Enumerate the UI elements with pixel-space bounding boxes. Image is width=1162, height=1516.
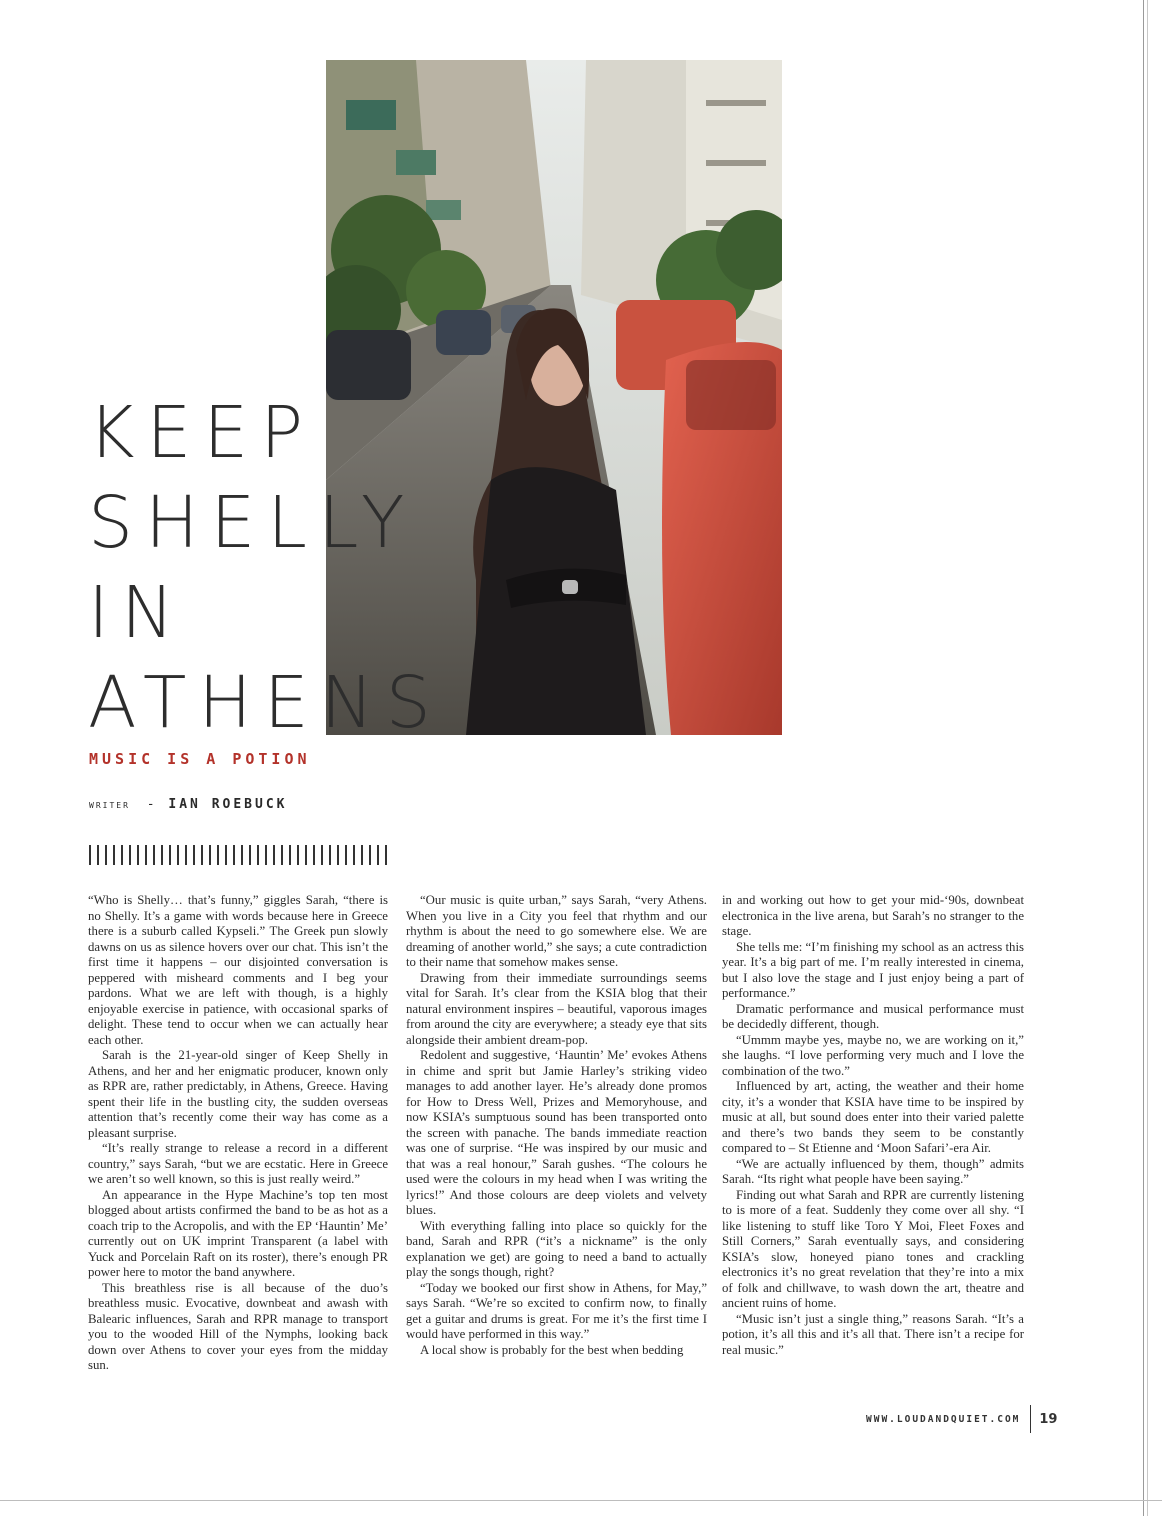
paragraph: “Ummm maybe yes, maybe no, we are working on it,” she laughs. “I love performing very much and I love the combination of the two.” bbox=[722, 1032, 1024, 1078]
page-bottom-edge bbox=[0, 1500, 1162, 1501]
page-edge-shadow bbox=[1147, 0, 1148, 1516]
paragraph: Dramatic performance and musical performance must be decidedly different, though. bbox=[722, 1001, 1024, 1031]
paragraph: Finding out what Sarah and RPR are currently listening to is more of a feat. Suddenly they come over all shy. “I like listening to stuff like Toro Y Moi, Fleet Foxes and Still Corners,” Sarah eventually says, and considering KSIA’s slow, honeyed piano tones and crackling electronics it’s no great revelation that they’re into a mix of folk and chillwave, to wash down the art, theatre and ancient ruins of home. bbox=[722, 1187, 1024, 1310]
footer-divider bbox=[1030, 1405, 1031, 1433]
headline bbox=[88, 388, 588, 748]
paragraph: An appearance in the Hype Machine’s top ten most blogged about artists confirmed the band to be as hot as a coach trip to the Acropolis, and with the EP ‘Hauntin’ Me’ currently out on UK imprint Transparent (a label with Yuck and Porcelain Raft on its roster), there’s enough PR power here to motor the band anywhere. bbox=[88, 1187, 388, 1279]
paragraph: “Who is Shelly… that’s funny,” giggles Sarah, “there is no Shelly. It’s a game with words because here in Greece there is a suburb called Kypseli.” The Greek pun slowly dawns on us as silence hovers over our chat. This isn’t the first time it happens – our disjointed conversation is peppered with misheard comments and I beg your pardons. What we are left with though, is a highly enjoyable exercise in patience, with occasional sparks of delight. These tend to occur when we can actually hear each other. bbox=[88, 893, 388, 1047]
paragraph: “It’s really strange to release a record in a different country,” says Sarah, “but we are ecstatic. Here in Greece we aren’t so well known, so this is just really weird.” bbox=[88, 1141, 388, 1186]
byline-role: WRITER bbox=[89, 801, 130, 810]
decorative-barcode bbox=[89, 845, 389, 865]
article-column-3 bbox=[722, 893, 1024, 1358]
paragraph: “Our music is quite urban,” says Sarah, “very Athens. When you live in a City you feel that rhythm and our rhythm is about the need to go somewhere else. We are dreaming of another world,” she says; a cute contradiction to their name that somehow makes sense. bbox=[406, 893, 707, 969]
paragraph: Sarah is the 21-year-old singer of Keep Shelly in Athens, and her and her enigmatic producer, known only as RPR are, rather predictably, in Athens, Greece. Having spent their life in the bustling city, the sudden overseas attention that’s recently come their way has come as a pleasant surprise. bbox=[88, 1048, 388, 1140]
byline-dash: - bbox=[146, 797, 158, 812]
article-column-2 bbox=[406, 893, 707, 1358]
paragraph: This breathless rise is all because of the duo’s breathless music. Evocative, downbeat and awash with Balearic influences, Sarah and RPR manage to transport you to the wooded Hill of the Nymphs, looking back down over Athens to cover your eyes from the midday sun. bbox=[88, 1280, 388, 1372]
paragraph: Influenced by art, acting, the weather and their home city, it’s a wonder that KSIA have time to be inspired by music at all, but sound does enter into their varied palette and there’s two bands they seem to be constantly compared to – St Etienne and ‘Moon Safari’-era Air. bbox=[722, 1079, 1024, 1155]
paragraph: Drawing from their immediate surroundings seems vital for Sarah. It’s clear from the KSIA blog that their natural environment inspires – beautiful, vaporous images from around the city are everywhere; a steady eye that sits alongside their ambient dream-pop. bbox=[406, 970, 707, 1047]
headline-line-2: SHELLY bbox=[88, 481, 417, 564]
headline-line-3: IN bbox=[88, 571, 187, 654]
paragraph: “Music isn’t just a single thing,” reasons Sarah. “It’s a potion, it’s all this and it’s all that. There isn’t a recipe for real music.” bbox=[722, 1311, 1024, 1357]
paragraph: She tells me: “I’m finishing my school as an actress this year. It’s a big part of me. I’m really interested in cinema, but I also love the stage and I just enjoy being a part of performance.” bbox=[722, 939, 1024, 1000]
paragraph: “We are actually influenced by them, though” admits Sarah. “Its right what people have been saying.” bbox=[722, 1156, 1024, 1186]
byline-name: IAN ROEBUCK bbox=[168, 797, 288, 812]
article-column-1 bbox=[88, 893, 388, 1374]
headline-line-1: KEEP bbox=[88, 391, 316, 474]
subtitle: MUSIC IS A POTION bbox=[89, 750, 311, 768]
paragraph: Redolent and suggestive, ‘Hauntin’ Me’ evokes Athens in chime and sprit but Jamie Harley’s striking video manages to add another layer. He’s already done promos for How to Dress Well, Prizes and Memoryhouse, and now KSIA’s sumptuous sound has been transported onto the screen with panache. The bands immediate reaction was one of surprise. “He was inspired by our music and that was a real honour,” Sarah gushes. “The colours he used were the colours in my head when I was writing the lyrics!” And those colours are deep violets and velvety blues. bbox=[406, 1048, 707, 1217]
website-url: WWW.LOUDANDQUIET.COM bbox=[866, 1413, 1021, 1425]
byline bbox=[89, 797, 287, 812]
page-footer bbox=[866, 1404, 1057, 1434]
headline-line-4: ATHENS bbox=[88, 661, 443, 744]
page-edge bbox=[1143, 0, 1144, 1516]
paragraph: in and working out how to get your mid-‘90s, downbeat electronica in the live arena, but Sarah’s no stranger to the stage. bbox=[722, 893, 1024, 938]
page-number: 19 bbox=[1039, 1411, 1058, 1427]
paragraph: “Today we booked our first show in Athens, for May,” says Sarah. “We’re so excited to confirm now, to finally get a guitar and drums is great. For me it’s the first time I would have performed in this way.” bbox=[406, 1280, 707, 1341]
paragraph: A local show is probably for the best when bedding bbox=[420, 1342, 684, 1357]
paragraph: With everything falling into place so quickly for the band, Sarah and RPR (“it’s a nickname” is the only explanation we get) are going to need a band to actually play the songs though, right? bbox=[406, 1218, 707, 1279]
